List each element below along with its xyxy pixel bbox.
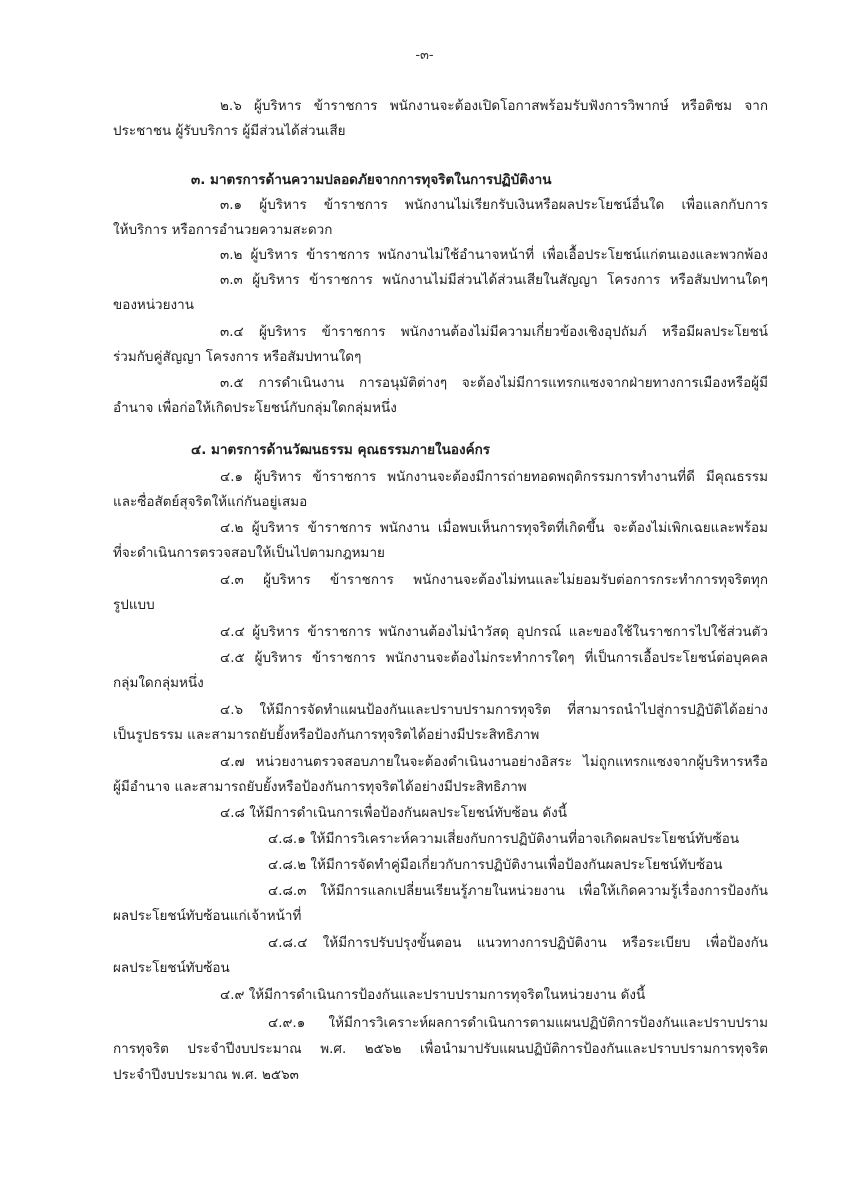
item-3-2: ๓.๒ ผู้บริหาร ข้าราชการ พนักงานไม่ใช้อำนาจหน้าที่ เพื่อเอื้อประโยชน์แก่ตนเองและพวกพ้อง [220, 247, 768, 263]
item-4-7-line-1: ๔.๗ หน่วยงานตรวจสอบภายในจะต้องดำเนินงานอย่างอิสระ ไม่ถูกแทรกแซงจากผู้บริหารหรือ [220, 754, 768, 770]
item-3-4-line-1: ๓.๔ ผู้บริหาร ข้าราชการ พนักงานต้องไม่มีความเกี่ยวข้องเชิงอุปถัมภ์ หรือมีผลประโยชน์ [220, 324, 768, 340]
item-4-8-intro: ๔.๘ ให้มีการดำเนินการเพื่อป้องกันผลประโยชน์ทับซ้อน ดังนี้ [220, 805, 567, 821]
item-4-8-4-line-2: ผลประโยชน์ทับซ้อน [113, 960, 230, 976]
item-4-7-line-2: ผู้มีอำนาจ และสามารถยับยั้งหรือป้องกันการทุจริตได้อย่างมีประสิทธิภาพ [113, 779, 527, 795]
item-4-3-line-2: รูปแบบ [113, 597, 155, 613]
item-4-8-1: ๔.๘.๑ ให้มีการวิเคราะห์ความเสี่ยงกับการปฏิบัติงานที่อาจเกิดผลประโยชน์ทับซ้อน [268, 831, 740, 847]
item-3-1-line-1: ๓.๑ ผู้บริหาร ข้าราชการ พนักงานไม่เรียกรับเงินหรือผลประโยชน์อื่นใด เพื่อแลกกับการ [220, 197, 768, 213]
section-3-heading: ๓. มาตรการด้านความปลอดภัยจากการทุจริตในการปฏิบัติงาน [191, 172, 552, 188]
item-4-8-4-line-1: ๔.๘.๔ ให้มีการปรับปรุงขั้นตอน แนวทางการปฏิบัติงาน หรือระเบียบ เพื่อป้องกัน [268, 935, 768, 951]
item-4-5-line-1: ๔.๕ ผู้บริหาร ข้าราชการ พนักงานจะต้องไม่กระทำการใดๆ ที่เป็นการเอื้อประโยชน์ต่อบุคคล [220, 650, 768, 666]
item-4-6-line-1: ๔.๖ ให้มีการจัดทำแผนป้องกันและปราบปรามการทุจริต ที่สามารถนำไปสู่การปฏิบัติได้อย่าง [220, 702, 768, 718]
item-2-6-line-2: ประชาชน ผู้รับบริการ ผู้มีส่วนได้ส่วนเสีย [113, 123, 346, 139]
page-number: -๓- [415, 48, 434, 63]
item-4-9-1-line-2: การทุจริต ประจำปีงบประมาณ พ.ศ. ๒๕๖๒ เพื่อนำมาปรับแผนปฏิบัติการป้องกันและปราบปรามการทุจริต [113, 1041, 768, 1057]
item-4-3-line-1: ๔.๓ ผู้บริหาร ข้าราชการ พนักงานจะต้องไม่ทนและไม่ยอมรับต่อการกระทำการทุจริตทุก [220, 572, 768, 588]
item-4-1-line-2: และซื่อสัตย์สุจริตให้แก่กันอยู่เสมอ [113, 494, 308, 510]
item-4-8-3-line-1: ๔.๘.๓ ให้มีการแลกเปลี่ยนเรียนรู้ภายในหน่วยงาน เพื่อให้เกิดความรู้เรื่องการป้องกัน [268, 883, 768, 899]
item-4-9-1-line-3: ประจำปีงบประมาณ พ.ศ. ๒๕๖๓ [113, 1067, 299, 1083]
item-4-5-line-2: กลุ่มใดกลุ่มหนึ่ง [113, 675, 204, 691]
item-4-9-1-line-1: ๔.๙.๑ ให้มีการวิเคราะห์ผลการดำเนินการตามแผนปฏิบัติการป้องกันและปราบปราม [268, 1015, 768, 1031]
item-3-3-line-2: ของหน่วยงาน [113, 297, 194, 313]
item-4-2-line-1: ๔.๒ ผู้บริหาร ข้าราชการ พนักงาน เมื่อพบเห็นการทุจริตที่เกิดขึ้น จะต้องไม่เพิกเฉยและพร้อม [220, 520, 768, 536]
item-4-8-3-line-2: ผลประโยชน์ทับซ้อนแก่เจ้าหน้าที่ [113, 908, 302, 924]
item-3-5-line-2: อำนาจ เพื่อก่อให้เกิดประโยชน์กับกลุ่มใดกลุ่มหนึ่ง [113, 400, 397, 416]
item-3-4-line-2: ร่วมกับคู่สัญญา โครงการ หรือสัมปทานใดๆ [113, 349, 362, 365]
item-3-1-line-2: ให้บริการ หรือการอำนวยความสะดวก [113, 222, 333, 238]
item-3-3-line-1: ๓.๓ ผู้บริหาร ข้าราชการ พนักงานไม่มีส่วนได้ส่วนเสียในสัญญา โครงการ หรือสัมปทานใดๆ [220, 272, 768, 288]
item-4-9-intro: ๔.๙ ให้มีการดำเนินการป้องกันและปราบปรามการทุจริตในหน่วยงาน ดังนี้ [220, 987, 646, 1003]
item-3-5-line-1: ๓.๕ การดำเนินงาน การอนุมัติต่างๆ จะต้องไม่มีการแทรกแซงจากฝ่ายทางการเมืองหรือผู้มี [220, 375, 768, 391]
item-2-6-line-1: ๒.๖ ผู้บริหาร ข้าราชการ พนักงานจะต้องเปิดโอกาสพร้อมรับฟังการวิพากษ์ หรือติชม จาก [220, 98, 768, 114]
item-4-2-line-2: ที่จะดำเนินการตรวจสอบให้เป็นไปตามกฎหมาย [113, 545, 385, 561]
item-4-8-2: ๔.๘.๒ ให้มีการจัดทำคู่มือเกี่ยวกับการปฏิบัติงานเพื่อป้องกันผลประโยชน์ทับซ้อน [268, 857, 723, 873]
section-4-heading: ๔. มาตรการด้านวัฒนธรรม คุณธรรมภายในองค์กร [191, 442, 491, 458]
item-4-4: ๔.๔ ผู้บริหาร ข้าราชการ พนักงานต้องไม่นำวัสดุ อุปกรณ์ และของใช้ในราชการไปใช้ส่วนตัว [220, 624, 768, 640]
item-4-1-line-1: ๔.๑ ผู้บริหาร ข้าราชการ พนักงานจะต้องมีการถ่ายทอดพฤติกรรมการทำงานที่ดี มีคุณธรรม [220, 469, 768, 485]
item-4-6-line-2: เป็นรูปธรรม และสามารถยับยั้งหรือป้องกันการทุจริตได้อย่างมีประสิทธิภาพ [113, 727, 540, 743]
